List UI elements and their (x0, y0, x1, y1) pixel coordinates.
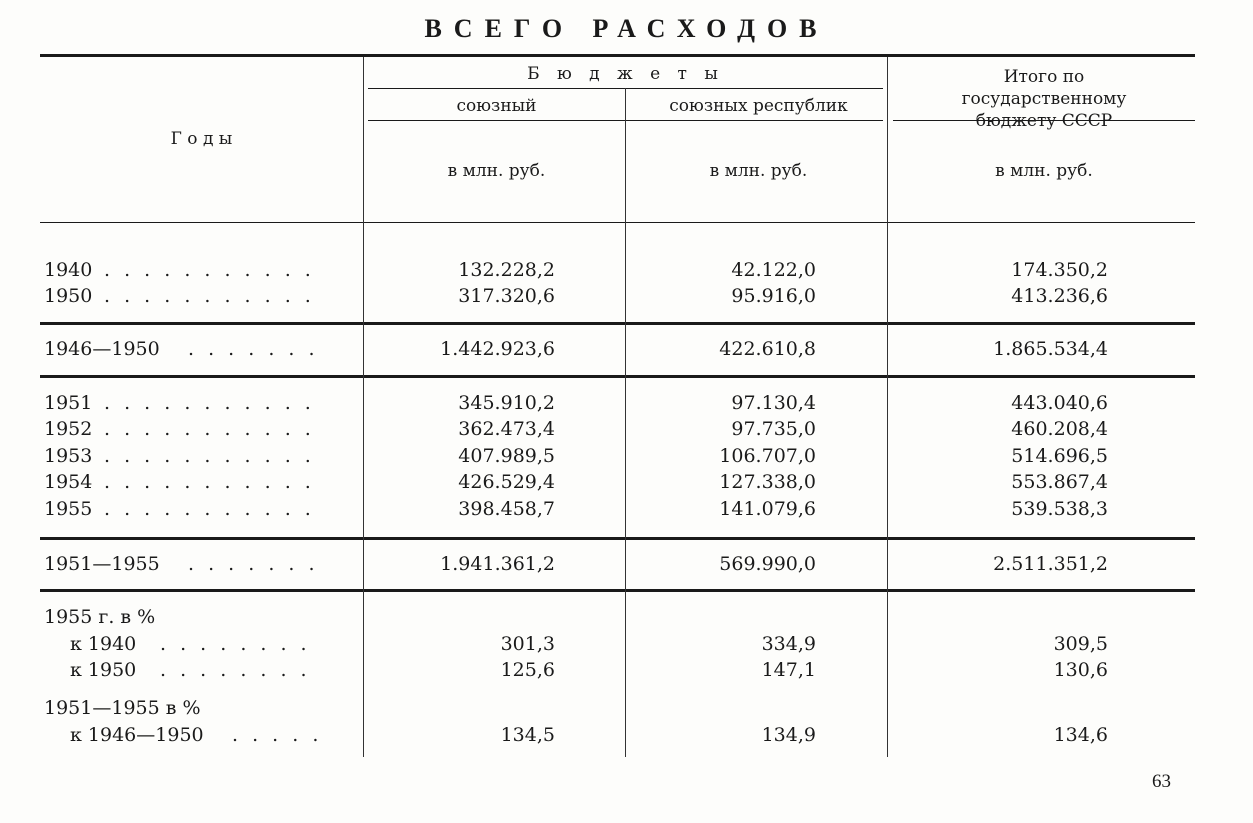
union-value: 1.442.923,6 (440, 338, 555, 360)
republics-value: 127.338,0 (719, 471, 816, 493)
republics-value: 141.079,6 (719, 498, 816, 520)
republics-value: 334,9 (761, 633, 816, 655)
leader-dots: . . . . . . . . . . . (104, 392, 315, 414)
union-value: 134,5 (500, 724, 555, 746)
header-budgets: Б ю д ж е т ы (527, 64, 724, 84)
pct-section-label: 1951—1955 в % (44, 697, 201, 719)
union-value: 1.941.361,2 (440, 553, 555, 575)
year-label: 1953 (44, 445, 93, 467)
page-title: ВСЕГО РАСХОДОВ (424, 14, 829, 43)
total-value: 174.350,2 (1011, 259, 1108, 281)
union-value: 132.228,2 (458, 259, 555, 281)
year-label: 1946—1950 (44, 338, 160, 360)
year-label: к 1940 (70, 633, 137, 655)
year-label: 1951—1955 (44, 553, 160, 575)
union-value: 345.910,2 (458, 392, 555, 414)
leader-dots: . . . . . . . . . . . (104, 259, 315, 281)
leader-dots: . . . . . . . . . . . (104, 445, 315, 467)
rule-before-1946 (40, 322, 1195, 325)
total-value: 413.236,6 (1011, 285, 1108, 307)
union-value: 362.473,4 (458, 418, 555, 440)
header-bottom-rule (40, 222, 1195, 223)
year-label: 1952 (44, 418, 93, 440)
republics-value: 97.735,0 (731, 418, 816, 440)
total-value: 443.040,6 (1011, 392, 1108, 414)
union-value: 398.458,7 (458, 498, 555, 520)
union-value: 426.529,4 (458, 471, 555, 493)
rule-after-1946 (40, 375, 1195, 378)
republics-value: 569.990,0 (719, 553, 816, 575)
union-value: 125,6 (500, 659, 555, 681)
year-label: 1950 (44, 285, 93, 307)
rule-before-1951-1955 (40, 537, 1195, 540)
total-value: 2.511.351,2 (993, 553, 1108, 575)
year-label: к 1950 (70, 659, 137, 681)
year-label: 1954 (44, 471, 93, 493)
header-unit-union: в млн. руб. (447, 161, 546, 181)
page-number: 63 (1152, 771, 1171, 792)
union-value: 317.320,6 (458, 285, 555, 307)
republics-value: 42.122,0 (731, 259, 816, 281)
total-value: 539.538,3 (1011, 498, 1108, 520)
republics-value: 422.610,8 (719, 338, 816, 360)
leader-dots: . . . . . . . . (160, 633, 311, 655)
leader-dots: . . . . . . . . . . . (104, 471, 315, 493)
leader-dots: . . . . . . . . . . . (104, 285, 315, 307)
total-value: 130,6 (1053, 659, 1108, 681)
republics-value: 97.130,4 (731, 392, 816, 414)
total-value: 134,6 (1053, 724, 1108, 746)
col-divider-years (363, 57, 364, 757)
republics-value: 95.916,0 (731, 285, 816, 307)
top-rule (40, 54, 1195, 57)
republics-value: 134,9 (761, 724, 816, 746)
leader-dots: . . . . . . . . . . . (104, 498, 315, 520)
header-total: Итого по государственному бюджету СССР (961, 67, 1127, 131)
republics-value: 147,1 (761, 659, 816, 681)
header-unit-total: в млн. руб. (995, 161, 1093, 181)
year-label: 1940 (44, 259, 93, 281)
header-years: Г о д ы (170, 129, 233, 149)
pct-section-label: 1955 г. в % (44, 606, 156, 628)
republics-value: 106.707,0 (719, 445, 816, 467)
rule-after-1951-1955 (40, 589, 1195, 592)
total-value: 1.865.534,4 (993, 338, 1108, 360)
union-value: 301,3 (500, 633, 555, 655)
leader-dots: . . . . . . . (188, 338, 319, 360)
col-divider-republics (887, 57, 888, 757)
total-value: 460.208,4 (1011, 418, 1108, 440)
year-label: 1951 (44, 392, 93, 414)
leader-dots: . . . . . . . . (160, 659, 311, 681)
header-union: союзный (456, 96, 537, 116)
leader-dots: . . . . . . . . . . . (104, 418, 315, 440)
header-republics: союзных республик (669, 96, 848, 116)
leader-dots: . . . . . (232, 724, 323, 746)
total-value: 553.867,4 (1011, 471, 1108, 493)
year-label: 1955 (44, 498, 93, 520)
year-label: к 1946—1950 (70, 724, 204, 746)
col-divider-union (625, 88, 626, 757)
total-value: 309,5 (1053, 633, 1108, 655)
header-unit-republics: в млн. руб. (709, 161, 808, 181)
union-value: 407.989,5 (458, 445, 555, 467)
total-value: 514.696,5 (1011, 445, 1108, 467)
leader-dots: . . . . . . . (188, 553, 319, 575)
